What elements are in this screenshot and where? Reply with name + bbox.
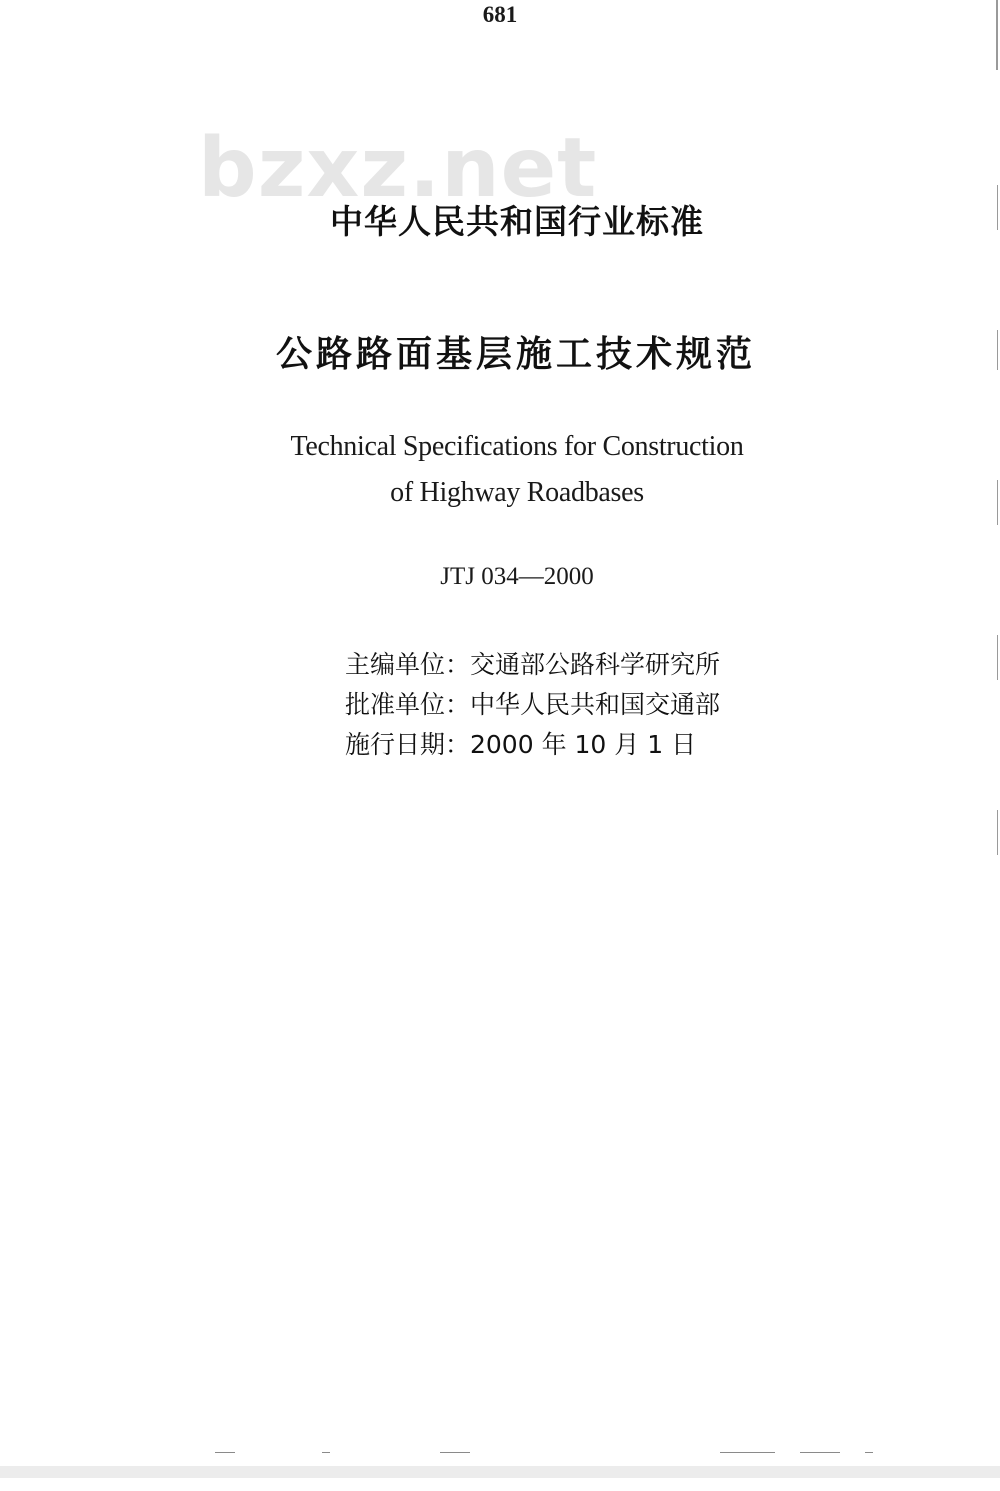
scan-edge-mark bbox=[997, 810, 998, 855]
scan-edge-mark bbox=[997, 185, 998, 230]
scan-speck bbox=[215, 1452, 235, 1453]
scan-speck bbox=[322, 1452, 330, 1453]
scan-bottom-band bbox=[0, 1466, 1000, 1478]
scan-speck bbox=[720, 1452, 775, 1453]
chief-editor-unit: 主编单位：交通部公路科学研究所 bbox=[345, 650, 721, 679]
title-english-line-1: Technical Specifications for Construction bbox=[290, 431, 744, 462]
scan-edge-mark bbox=[996, 0, 998, 70]
effective-date: 施行日期：2000 年 10 月 1 日 bbox=[345, 730, 697, 759]
document-title-english bbox=[0, 424, 1000, 516]
document-title-chinese: 公路路面基层施工技术规范 bbox=[275, 334, 756, 375]
title-english-line-2: of Highway Roadbases bbox=[390, 477, 644, 508]
scan-edge-mark bbox=[997, 330, 998, 370]
standard-code: JTJ 034—2000 bbox=[440, 563, 594, 590]
standard-organization-heading: 中华人民共和国行业标准 bbox=[330, 202, 704, 241]
scan-speck bbox=[440, 1452, 470, 1453]
publication-info bbox=[345, 645, 720, 765]
approval-unit: 批准单位：中华人民共和国交通部 bbox=[345, 690, 721, 719]
scan-edge-mark bbox=[997, 480, 998, 525]
page-number: 681 bbox=[482, 2, 518, 27]
scan-speck bbox=[800, 1452, 840, 1453]
scan-speck bbox=[865, 1452, 873, 1453]
watermark-logo: bzxz.net bbox=[198, 121, 598, 216]
scan-edge-mark bbox=[997, 635, 998, 680]
